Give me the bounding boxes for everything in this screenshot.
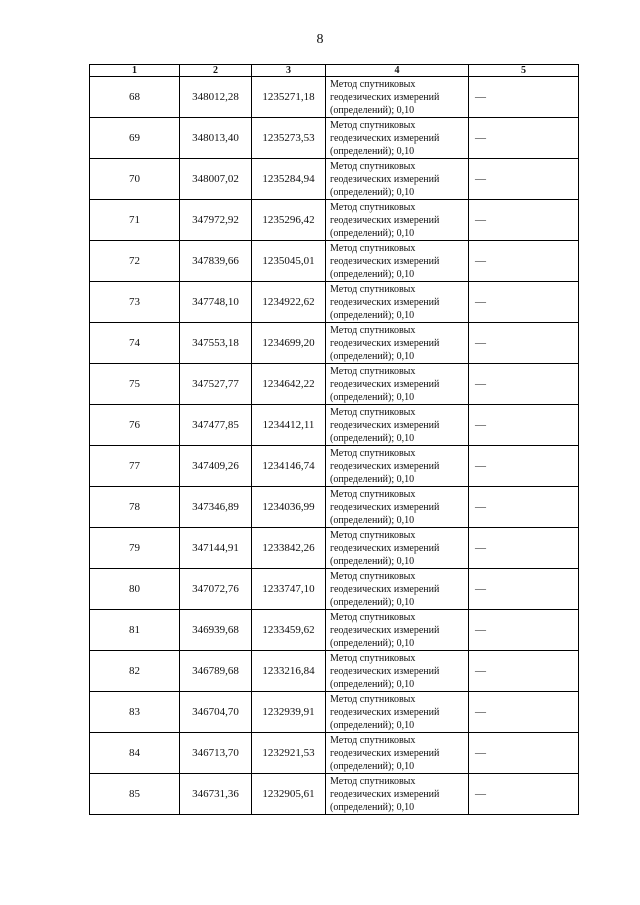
point-number-cell: 72 (90, 241, 180, 282)
point-number-cell: 83 (90, 692, 180, 733)
method-line: (определений); 0,10 (330, 391, 415, 403)
method-line: геодезических измерений (330, 788, 440, 800)
method-line: (определений); 0,10 (330, 432, 415, 444)
note-cell: — (469, 487, 579, 528)
x-coordinate-cell: 346939,68 (180, 610, 252, 651)
method-cell (326, 159, 469, 200)
method-cell (326, 733, 469, 774)
y-coordinate-cell: 1235284,94 (252, 159, 326, 200)
method-line: (определений); 0,10 (330, 514, 415, 526)
note-cell: — (469, 323, 579, 364)
method-line: геодезических измерений (330, 378, 440, 390)
point-number-cell: 69 (90, 118, 180, 159)
method-cell (326, 364, 469, 405)
method-line: Метод спутниковых (330, 693, 416, 705)
method-cell (326, 405, 469, 446)
note-cell: — (469, 200, 579, 241)
table-row (90, 200, 579, 241)
method-line: Метод спутниковых (330, 160, 416, 172)
y-coordinate-cell: 1235273,53 (252, 118, 326, 159)
method-line: (определений); 0,10 (330, 801, 415, 813)
method-cell (326, 528, 469, 569)
method-line: геодезических измерений (330, 132, 440, 144)
y-coordinate-cell: 1234146,74 (252, 446, 326, 487)
header-cell-1: 1 (90, 65, 180, 77)
y-coordinate-cell: 1235045,01 (252, 241, 326, 282)
method-cell (326, 200, 469, 241)
y-coordinate-cell: 1233747,10 (252, 569, 326, 610)
method-line: Метод спутниковых (330, 529, 416, 541)
x-coordinate-cell: 346731,36 (180, 774, 252, 815)
method-line: геодезических измерений (330, 706, 440, 718)
method-line: геодезических измерений (330, 255, 440, 267)
method-line: Метод спутниковых (330, 570, 416, 582)
y-coordinate-cell: 1232921,53 (252, 733, 326, 774)
x-coordinate-cell: 347527,77 (180, 364, 252, 405)
table-row (90, 569, 579, 610)
table-row (90, 282, 579, 323)
method-line: (определений); 0,10 (330, 555, 415, 567)
note-cell: — (469, 159, 579, 200)
note-cell: — (469, 692, 579, 733)
x-coordinate-cell: 346789,68 (180, 651, 252, 692)
y-coordinate-cell: 1234642,22 (252, 364, 326, 405)
method-line: Метод спутниковых (330, 324, 416, 336)
method-cell (326, 118, 469, 159)
method-cell (326, 692, 469, 733)
point-number-cell: 77 (90, 446, 180, 487)
x-coordinate-cell: 347144,91 (180, 528, 252, 569)
method-line: геодезических измерений (330, 419, 440, 431)
x-coordinate-cell: 347409,26 (180, 446, 252, 487)
table-row (90, 610, 579, 651)
method-line: (определений); 0,10 (330, 186, 415, 198)
method-line: (определений); 0,10 (330, 145, 415, 157)
method-line: (определений); 0,10 (330, 596, 415, 608)
y-coordinate-cell: 1234922,62 (252, 282, 326, 323)
method-line: (определений); 0,10 (330, 104, 415, 116)
method-line: геодезических измерений (330, 665, 440, 677)
table-row (90, 241, 579, 282)
header-cell-4: 4 (326, 65, 469, 77)
header-cell-2: 2 (180, 65, 252, 77)
method-line: (определений); 0,10 (330, 227, 415, 239)
table-row (90, 159, 579, 200)
table-row (90, 528, 579, 569)
method-line: Метод спутниковых (330, 406, 416, 418)
table-row (90, 364, 579, 405)
point-number-cell: 78 (90, 487, 180, 528)
table-row (90, 774, 579, 815)
table-row (90, 118, 579, 159)
method-line: геодезических измерений (330, 214, 440, 226)
method-line: геодезических измерений (330, 460, 440, 472)
table-row (90, 692, 579, 733)
method-line: Метод спутниковых (330, 488, 416, 500)
method-line: геодезических измерений (330, 624, 440, 636)
point-number-cell: 85 (90, 774, 180, 815)
point-number-cell: 73 (90, 282, 180, 323)
method-line: Метод спутниковых (330, 447, 416, 459)
page-number: 8 (316, 32, 324, 47)
method-line: Метод спутниковых (330, 119, 416, 131)
x-coordinate-cell: 346704,70 (180, 692, 252, 733)
x-coordinate-cell: 347553,18 (180, 323, 252, 364)
table-row (90, 77, 579, 118)
table-row (90, 733, 579, 774)
y-coordinate-cell: 1232905,61 (252, 774, 326, 815)
note-cell: — (469, 77, 579, 118)
method-line: (определений); 0,10 (330, 473, 415, 485)
table-body (90, 77, 579, 815)
method-line: Метод спутниковых (330, 734, 416, 746)
point-number-cell: 71 (90, 200, 180, 241)
y-coordinate-cell: 1234036,99 (252, 487, 326, 528)
point-number-cell: 81 (90, 610, 180, 651)
method-line: (определений); 0,10 (330, 268, 415, 280)
table-row (90, 651, 579, 692)
note-cell: — (469, 118, 579, 159)
x-coordinate-cell: 347072,76 (180, 569, 252, 610)
method-line: Метод спутниковых (330, 283, 416, 295)
point-number-cell: 76 (90, 405, 180, 446)
method-line: (определений); 0,10 (330, 678, 415, 690)
point-number-cell: 80 (90, 569, 180, 610)
x-coordinate-cell: 348012,28 (180, 77, 252, 118)
table-row (90, 446, 579, 487)
method-cell (326, 241, 469, 282)
point-number-cell: 84 (90, 733, 180, 774)
y-coordinate-cell: 1235271,18 (252, 77, 326, 118)
method-line: (определений); 0,10 (330, 760, 415, 772)
method-line: (определений); 0,10 (330, 719, 415, 731)
method-line: геодезических измерений (330, 501, 440, 513)
y-coordinate-cell: 1234412,11 (252, 405, 326, 446)
point-number-cell: 75 (90, 364, 180, 405)
header-cell-3: 3 (252, 65, 326, 77)
note-cell: — (469, 241, 579, 282)
method-line: геодезических измерений (330, 91, 440, 103)
method-line: (определений); 0,10 (330, 350, 415, 362)
method-line: геодезических измерений (330, 296, 440, 308)
header-cell-5: 5 (469, 65, 579, 77)
x-coordinate-cell: 347346,89 (180, 487, 252, 528)
coordinates-table (89, 64, 579, 815)
x-coordinate-cell: 347748,10 (180, 282, 252, 323)
point-number-cell: 70 (90, 159, 180, 200)
table-row (90, 405, 579, 446)
method-cell (326, 77, 469, 118)
method-line: геодезических измерений (330, 747, 440, 759)
note-cell: — (469, 364, 579, 405)
x-coordinate-cell: 348007,02 (180, 159, 252, 200)
method-cell (326, 610, 469, 651)
note-cell: — (469, 774, 579, 815)
method-line: Метод спутниковых (330, 201, 416, 213)
method-line: Метод спутниковых (330, 652, 416, 664)
point-number-cell: 68 (90, 77, 180, 118)
y-coordinate-cell: 1235296,42 (252, 200, 326, 241)
method-line: Метод спутниковых (330, 365, 416, 377)
method-line: Метод спутниковых (330, 775, 416, 787)
note-cell: — (469, 282, 579, 323)
method-cell (326, 487, 469, 528)
x-coordinate-cell: 346713,70 (180, 733, 252, 774)
y-coordinate-cell: 1233459,62 (252, 610, 326, 651)
header-row (90, 65, 579, 77)
method-line: геодезических измерений (330, 542, 440, 554)
method-cell (326, 651, 469, 692)
point-number-cell: 82 (90, 651, 180, 692)
y-coordinate-cell: 1234699,20 (252, 323, 326, 364)
y-coordinate-cell: 1232939,91 (252, 692, 326, 733)
note-cell: — (469, 528, 579, 569)
method-line: геодезических измерений (330, 173, 440, 185)
method-line: (определений); 0,10 (330, 309, 415, 321)
method-line: Метод спутниковых (330, 78, 416, 90)
method-line: Метод спутниковых (330, 242, 416, 254)
note-cell: — (469, 651, 579, 692)
method-cell (326, 446, 469, 487)
method-cell (326, 282, 469, 323)
table-row (90, 323, 579, 364)
note-cell: — (469, 569, 579, 610)
table-row (90, 487, 579, 528)
method-line: геодезических измерений (330, 337, 440, 349)
note-cell: — (469, 446, 579, 487)
y-coordinate-cell: 1233842,26 (252, 528, 326, 569)
x-coordinate-cell: 348013,40 (180, 118, 252, 159)
method-cell (326, 323, 469, 364)
point-number-cell: 74 (90, 323, 180, 364)
x-coordinate-cell: 347839,66 (180, 241, 252, 282)
x-coordinate-cell: 347477,85 (180, 405, 252, 446)
method-cell (326, 774, 469, 815)
method-line: геодезических измерений (330, 583, 440, 595)
method-cell (326, 569, 469, 610)
y-coordinate-cell: 1233216,84 (252, 651, 326, 692)
method-line: (определений); 0,10 (330, 637, 415, 649)
x-coordinate-cell: 347972,92 (180, 200, 252, 241)
note-cell: — (469, 733, 579, 774)
point-number-cell: 79 (90, 528, 180, 569)
note-cell: — (469, 610, 579, 651)
note-cell: — (469, 405, 579, 446)
method-line: Метод спутниковых (330, 611, 416, 623)
